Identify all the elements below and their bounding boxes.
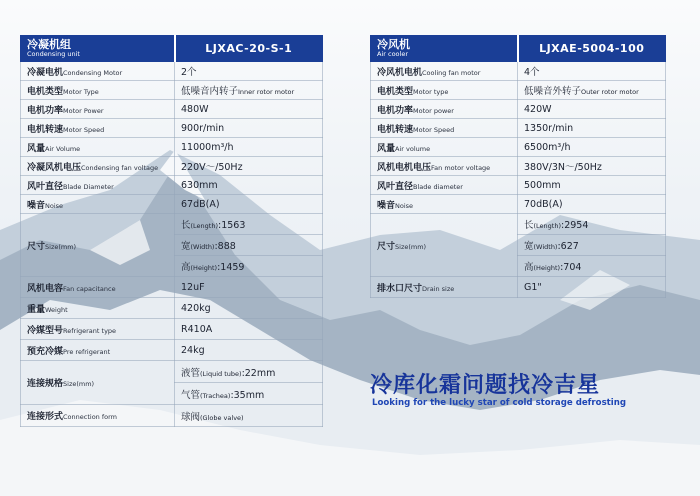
table-row: [371, 157, 666, 176]
row-label-en: Fan capacitance: [63, 284, 116, 293]
row-value: 630mm: [175, 176, 323, 195]
row-label-zh: 冷媒型号: [27, 325, 64, 336]
row-label-en: Motor Speed: [413, 125, 455, 134]
size-line-label-en: (Length): [533, 222, 562, 230]
row-label-zh: 噪音: [377, 200, 396, 211]
row-label-en: Air Volume: [45, 144, 81, 153]
row-value: 11000m³/h: [175, 138, 323, 157]
table-row: [371, 119, 666, 138]
row-value: 低噪音内转子: [181, 86, 239, 97]
row-label-zh: 冷凝风机电压: [27, 162, 82, 173]
table-row: [371, 277, 666, 298]
row-label-zh: 冷风机电机: [377, 67, 423, 78]
table-header-row: [371, 36, 666, 62]
table-row: [21, 195, 323, 214]
table-row: [371, 100, 666, 119]
table-row: [21, 361, 323, 383]
condensing-unit-spec-table: [20, 35, 323, 427]
slogan-subtitle: Looking for the lucky star of cold storage defrosting: [372, 398, 627, 408]
row-label-en: Pre refrigerant: [63, 347, 111, 356]
row-label-zh: 连接规格: [27, 379, 64, 389]
row-value: 420kg: [175, 298, 323, 319]
row-label-zh: 电机功率: [377, 105, 414, 116]
row-label-zh: 尺寸: [377, 241, 396, 252]
row-label-en: Size(mm): [45, 242, 77, 251]
row-label-en: Condensing Motor: [63, 68, 123, 77]
row-label-en: Fan motor voltage: [431, 163, 491, 172]
row-label-en: Motor type: [413, 87, 449, 96]
row-label-zh: 电机类型: [27, 86, 64, 97]
row-value: 12uF: [175, 277, 323, 298]
size-line-label-en: (Length): [190, 222, 219, 230]
pipe-label-en: (Trachea): [200, 391, 231, 400]
table-row: [21, 277, 323, 298]
row-label-zh: 电机转速: [377, 124, 414, 135]
size-line-label: 高: [524, 262, 534, 273]
pipe-value: :35mm: [230, 389, 265, 401]
row-label-en: Connection form: [63, 413, 118, 421]
row-label-zh: 尺寸: [27, 241, 46, 252]
table-row: [21, 405, 323, 427]
row-value: 6500m³/h: [518, 138, 666, 157]
pipe-label: 气管: [181, 389, 201, 401]
row-label-zh: 电机类型: [377, 86, 414, 97]
row-label-zh: 电机功率: [27, 105, 64, 116]
row-label-en: Blade diameter: [413, 182, 463, 191]
row-label-zh: 风机电机电压: [377, 162, 432, 173]
row-label-zh: 噪音: [27, 200, 46, 211]
size-line-label: 宽: [524, 241, 534, 252]
row-label-zh: 风量: [377, 143, 396, 154]
row-label-en: Refrigerant type: [63, 326, 117, 335]
row-label-en: Motor Speed: [63, 125, 105, 134]
table-row: [21, 319, 323, 340]
row-label-en: Blade Diameter: [63, 182, 114, 191]
row-label-en: Noise: [395, 201, 414, 210]
row-value: G1": [518, 277, 666, 298]
row-label-en: Noise: [45, 201, 64, 210]
row-label-en: Size(mm): [63, 380, 95, 388]
row-value: 380V/3N～/50Hz: [518, 157, 666, 176]
pipe-value: :22mm: [241, 367, 276, 379]
row-value: 低噪音外转子: [524, 86, 582, 97]
table-row: [21, 340, 323, 361]
model-number: LJXAC-20-S-1: [175, 36, 323, 62]
pipe-label-en: (Liquid tube): [200, 369, 242, 378]
row-label-en: Condensing fan voltage: [81, 163, 159, 172]
table-row: [21, 62, 323, 81]
row-value-en: Inner rotor motor: [238, 88, 295, 96]
table-row: [371, 62, 666, 81]
slogan-title: 冷库化霜问题找冷吉星: [370, 373, 601, 398]
table-row: [21, 119, 323, 138]
table-row: [371, 195, 666, 214]
size-line-label: 高: [181, 262, 191, 273]
model-number: LJXAE-5004-100: [518, 36, 666, 62]
row-value: 67dB(A): [175, 195, 323, 214]
header-title-en: Air cooler: [377, 49, 408, 58]
row-value: 4个: [518, 62, 666, 81]
size-line-label-en: (Height): [533, 264, 561, 272]
table-row: [371, 138, 666, 157]
row-value: 1350r/min: [518, 119, 666, 138]
table-row: [371, 81, 666, 100]
air-cooler-spec-table: [370, 35, 666, 298]
size-line-value: :2954: [561, 220, 589, 231]
row-label-zh: 风量: [27, 143, 46, 154]
table-row: [21, 138, 323, 157]
row-label-en: Drain size: [422, 284, 455, 293]
row-label-zh: 冷凝电机: [27, 67, 64, 78]
row-value-en: (Globe valve): [200, 413, 244, 422]
row-label-en: Motor Type: [63, 87, 99, 96]
size-line-value: :704: [560, 262, 582, 273]
row-label-zh: 重量: [27, 304, 46, 315]
row-value: 2个: [175, 62, 323, 81]
row-value: 420W: [518, 100, 666, 119]
row-value: 900r/min: [175, 119, 323, 138]
size-line-label-en: (Height): [190, 264, 218, 272]
row-value: 70dB(A): [518, 195, 666, 214]
size-line-label: 长: [181, 220, 191, 231]
row-label-en: Weight: [45, 305, 68, 314]
row-label-zh: 预充冷媒: [27, 346, 64, 357]
size-line-label: 宽: [181, 241, 191, 252]
row-label-en: Cooling fan motor: [422, 68, 481, 77]
header-title-zh: 冷凝机组: [27, 37, 71, 51]
header-title-en: Condensing unit: [27, 49, 80, 58]
table-row: [21, 214, 323, 235]
row-value: 220V～/50Hz: [175, 157, 323, 176]
size-line-label: 长: [524, 220, 534, 231]
size-line-value: :1563: [218, 220, 246, 231]
table-row: [21, 100, 323, 119]
pipe-label: 液管: [181, 367, 201, 379]
row-label-en: Motor Power: [63, 106, 104, 115]
table-row: [21, 81, 323, 100]
size-line-value: :888: [214, 241, 236, 252]
row-label-zh: 连接形式: [27, 412, 64, 422]
row-label-zh: 风机电容: [27, 283, 64, 294]
size-line-label-en: (Width): [190, 243, 215, 251]
row-value: R410A: [175, 319, 323, 340]
size-line-value: :627: [557, 241, 579, 252]
row-label-zh: 风叶直径: [377, 181, 414, 192]
table-row: [371, 214, 666, 235]
row-value: 24kg: [175, 340, 323, 361]
row-label-zh: 风叶直径: [27, 181, 64, 192]
row-value: 球阀: [181, 411, 201, 423]
row-label-zh: 排水口尺寸: [377, 283, 423, 294]
table-header-row: [21, 36, 323, 62]
table-row: [21, 298, 323, 319]
table-row: [21, 157, 323, 176]
size-line-label-en: (Width): [533, 243, 558, 251]
row-value: 500mm: [518, 176, 666, 195]
row-label-zh: 电机转速: [27, 124, 64, 135]
table-row: [371, 176, 666, 195]
row-value: 480W: [175, 100, 323, 119]
table-row: [21, 176, 323, 195]
row-label-en: Size(mm): [395, 242, 427, 251]
row-label-en: Motor power: [413, 106, 454, 115]
size-line-value: :1459: [217, 262, 245, 273]
row-value-en: Outer rotor motor: [581, 88, 639, 96]
header-title-zh: 冷风机: [377, 37, 410, 51]
row-label-en: Air volume: [395, 144, 431, 153]
